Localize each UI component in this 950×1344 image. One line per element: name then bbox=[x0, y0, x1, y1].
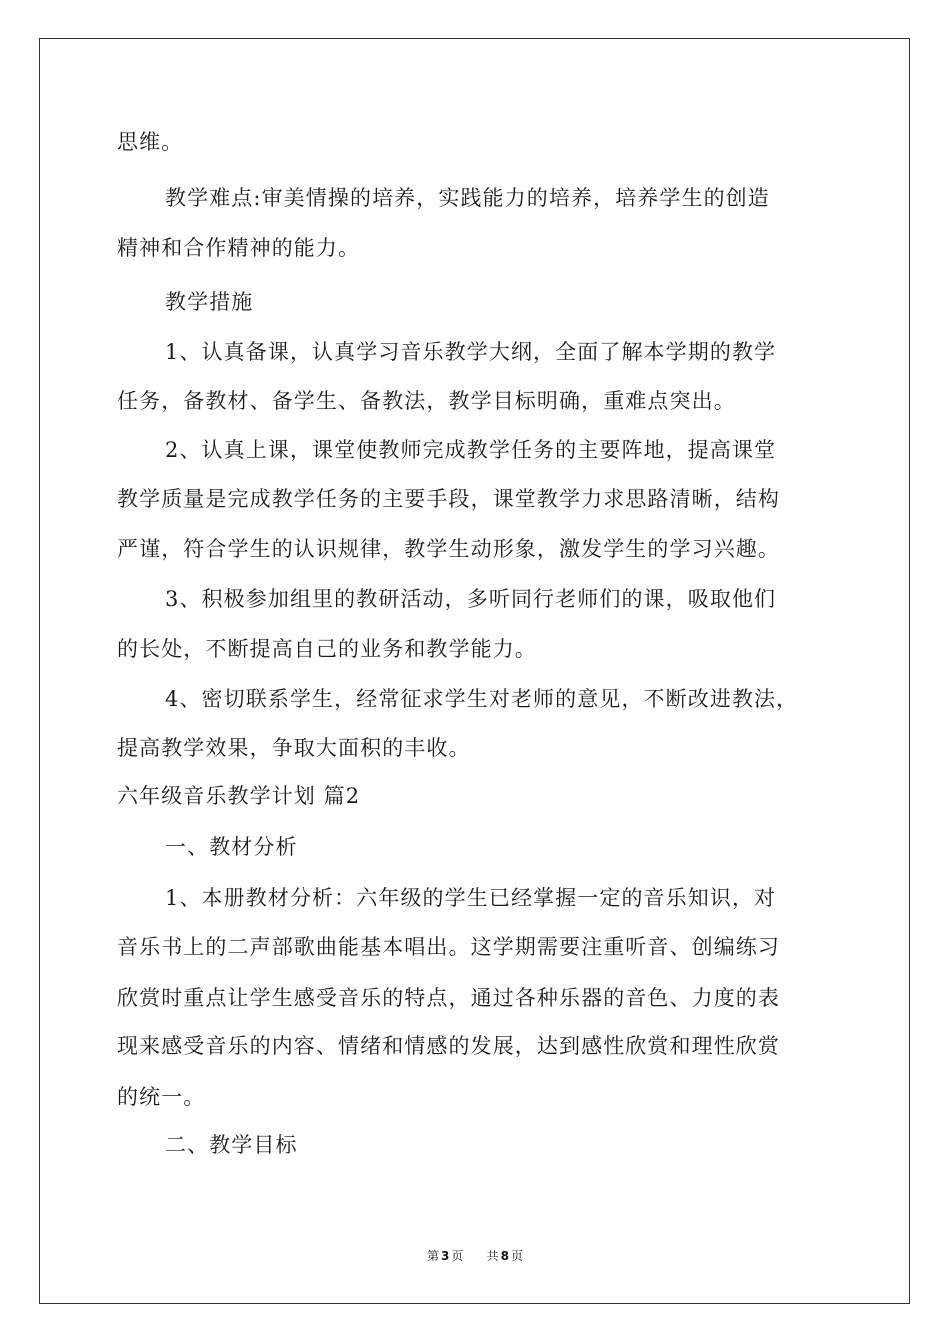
paragraph-line: 4、密切联系学生，经常征求学生对老师的意见，不断改进教法， bbox=[165, 687, 799, 711]
section-heading: 二、教学目标 bbox=[165, 1133, 298, 1157]
paragraph-line: 教学质量是完成教学任务的主要手段，课堂教学力求思路清晰，结构 bbox=[117, 487, 780, 511]
paragraph-line: 任务，备教材、备学生、备教法，教学目标明确，重难点突出。 bbox=[117, 389, 736, 413]
page-total bbox=[485, 1249, 525, 1263]
page-number bbox=[425, 1249, 465, 1263]
current-page: 3 bbox=[440, 1249, 450, 1263]
paragraph-line: 提高教学效果，争取大面积的丰收。 bbox=[117, 736, 471, 760]
total-pages: 8 bbox=[500, 1249, 509, 1263]
paragraph-line: 的统一。 bbox=[117, 1085, 206, 1109]
section-heading: 教学措施 bbox=[165, 290, 254, 314]
total-suffix: 页 bbox=[511, 1249, 524, 1263]
paragraph-line: 1、认真备课，认真学习音乐教学大纲，全面了解本学期的教学 bbox=[165, 340, 777, 364]
paragraph-line: 严谨，符合学生的认识规律，教学生动形象，激发学生的学习兴趣。 bbox=[117, 537, 780, 561]
paragraph-line: 音乐书上的二声部歌曲能基本唱出。这学期需要注重听音、创编练习 bbox=[117, 935, 780, 959]
article-title: 六年级音乐教学计划 篇2 bbox=[117, 784, 361, 808]
paragraph-line: 2、认真上课，课堂使教师完成教学任务的主要阵地，提高课堂 bbox=[165, 438, 777, 462]
section-heading: 一、教材分析 bbox=[165, 835, 298, 859]
paragraph-line: 精神和合作精神的能力。 bbox=[117, 236, 361, 260]
page-suffix: 页 bbox=[451, 1249, 464, 1263]
paragraph-line: 教学难点:审美情操的培养，实践能力的培养，培养学生的创造 bbox=[165, 186, 770, 210]
page-prefix: 第 bbox=[426, 1249, 439, 1263]
paragraph-line: 欣赏时重点让学生感受音乐的特点，通过各种乐器的音色、力度的表 bbox=[117, 986, 780, 1010]
total-prefix: 共 bbox=[486, 1249, 499, 1263]
paragraph-line: 现来感受音乐的内容、情绪和情感的发展，达到感性欣赏和理性欣赏 bbox=[117, 1034, 780, 1058]
paragraph-line: 1、本册教材分析：六年级的学生已经掌握一定的音乐知识，对 bbox=[165, 886, 777, 910]
paragraph-line: 的长处，不断提高自己的业务和教学能力。 bbox=[117, 637, 537, 661]
paragraph-line: 思维。 bbox=[117, 130, 184, 154]
paragraph-line: 3、积极参加组里的教研活动，多听同行老师们的课，吸取他们 bbox=[165, 587, 777, 611]
page-footer bbox=[0, 1248, 950, 1264]
page-border bbox=[39, 38, 910, 1304]
